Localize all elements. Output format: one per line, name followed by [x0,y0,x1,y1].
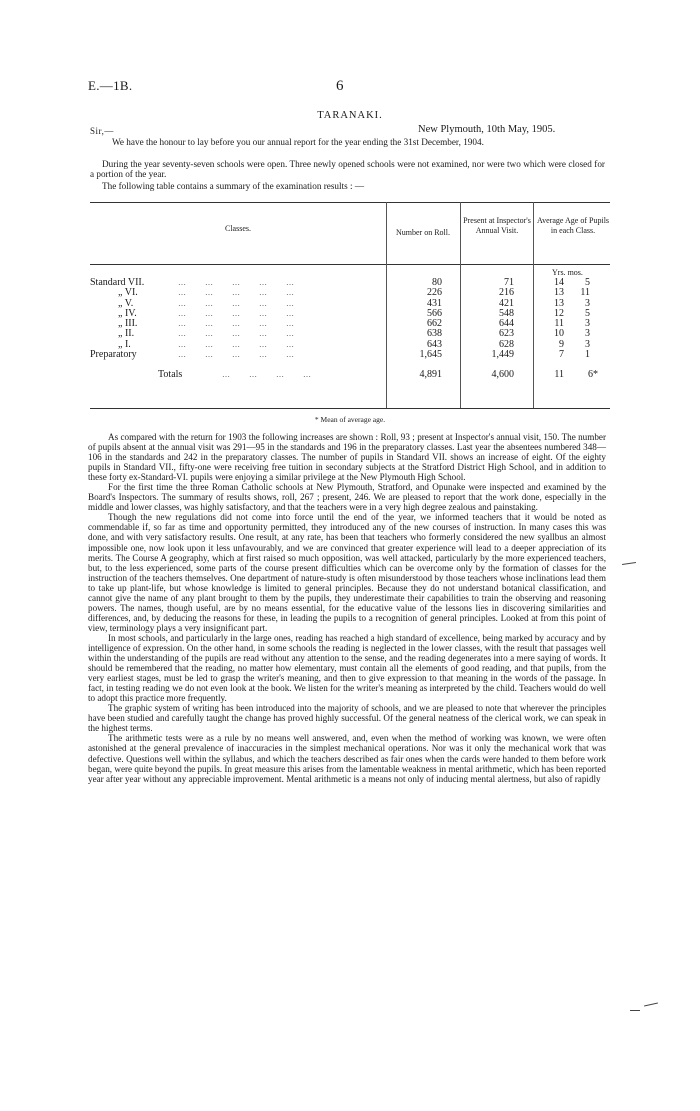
intro-paragraph: We have the honour to lay before you our annual report for the year ending the 31st December, 1904. [112,137,484,147]
table-row-label: „ III. … … … … … [118,318,295,330]
table-footnote: * Mean of average age. [314,415,386,424]
body-paragraph: For the first time the three Roman Catholic schools at New Plymouth, Stratford, and Opunake were inspected and examined by the Board's Inspectors. The summary of results shows, roll, 267 ; present, 246. We are pleased to report that the work done, especially in the middle and lower classes, was highly satisfactory, and that the teachers were in a very high degree zealous and painstaking. [88,482,606,513]
age-column [538,278,602,381]
present-cell: 644 [499,318,514,330]
report-title: TARANAKI. [317,110,383,121]
body-paragraph: Though the new regulations did not come into force until the end of the year, we informed teachers that it would be noted as commendable if, so far as time and opportunity permitted, they introduced any of the new courses of instruction. In many cases this was done, and with very satisfactory results. One result, at any rate, has been that teachers who formerly considered the new syallbus an almost impossible one, now look upon it less unfavourably, and we are convinced that greater experience will lead to a deeper appreciation of its merits. The Course A geography, which at first raised so much opposition, was well attacked, particularly by the more experienced teachers, but, to the less experienced, some parts of the course present difficulties which can be overcome only by the formation of classes for the instruction of the teachers themselves. One department of nature-study is often misunderstood by those teachers whose inclinations lead them to take up plant-life, but whose knowledge is limited to general principles. Because they do not understand botanical classification, and cannot give the name of any plant brought to them by the pupils, they underestimate their capabilities to train the observing and reasoning powers. The names, though useful, are by no means essential, for the educative value of the lessons lies in discovering similarities and differences, and, by deducing the reasons for these, in leading the pupils to a recognition of general principles. Looked at from this point of view, terminology plays a very insignificant part. [88,512,606,633]
roll-cell: 431 [427,297,442,309]
table-row-label: Preparatory … … … … … [90,349,295,361]
roll-cell: 1,645 [419,349,442,361]
header-age: Average Age of Pupils in each Class. [536,216,610,235]
age-cell: 9 3 [559,338,590,350]
salutation: Sir,— [90,126,114,136]
age-cell: 7 1 [559,349,590,361]
roll-column [390,278,442,381]
age-cell: 13 3 [554,297,590,309]
table-row-label: „ VI. … … … … … [118,287,295,299]
roll-cell: 662 [427,318,442,330]
class-labels [90,278,386,381]
column-divider [533,202,534,408]
body-paragraph: As compared with the return for 1903 the following increases are shown : Roll, 93 ; present at Inspector's annual visit, 150. The number of pupils absent at the annual visit was 291—95 in the standards and 196 in the preparatory classes. Last year the absentees numbered 348—106 in the standards and 242 in the preparatory classes. The number of pupils in Standard VII. shows an increase of eight. Of the eighty pupils in Standard VII., fifty-one were receiving free tuition in secondary subjects at the Stratford District High School, and in addition to these forty ex-Standard-VI. pupils were enjoying a similar privilege at the New Plymouth High School. [88,432,606,483]
age-cell: 14 5 [554,277,590,288]
intro-paragraph: The following table contains a summary of the examination results : — [102,181,365,191]
age-cell: 12 5 [554,307,590,319]
table-top-rule [90,202,610,203]
report-body [88,432,606,784]
roll-cell: 566 [427,307,442,319]
body-paragraph: The graphic system of writing has been introduced into the majority of schools, and we are pleased to note that wherever the principles have been studied and carefully taught the change has proved highly successful. Of the general neatness of the clerical work, we can speak in the highest terms. [88,703,606,734]
present-cell: 421 [499,297,514,309]
age-units-label: Yrs. mos. [552,268,583,277]
roll-cell: 643 [427,338,442,350]
table-header-rule [90,264,610,265]
intro-paragraph: During the year seventy-seven schools were open. Three newly opened schools were not examined, nor were two which were closed for a portion of the year. [90,159,605,180]
table-row-label: „ II. … … … … … [118,328,295,340]
present-cell: 216 [499,287,514,299]
age-cell: 11 3 [554,318,590,330]
totals-label: Totals … … … … [158,369,312,381]
header-classes: Classes. [225,224,251,233]
age-total: 11 6* [554,369,598,381]
body-paragraph: In most schools, and particularly in the large ones, reading has reached a high standard of excellence, being marked by accuracy and by intelligence of expression. On the other hand, in some schools the reading is neglected in the lower classes, with the result that passages well within the understanding of the pupils are read without any attention to the sense, and the reading degenerates into a mere saying of words. It should be remembered that the reading, no matter how elementary, must contain all the elements of good reading, and that pupils, from the very earliest stages, must be led to grasp the writer's meaning, and then to give expression to that meaning in the words of the passage. In fact, in testing reading we do not even look at the book. We listen for the writer's meaning as interpreted by the child. Teachers would do well to adopt this practice more frequently. [88,632,606,704]
roll-cell: 638 [427,328,442,340]
column-divider [460,202,461,408]
present-cell: 623 [499,328,514,340]
roll-cell: 226 [427,287,442,299]
present-cell: 628 [499,338,514,350]
roll-total: 4,891 [419,369,442,381]
margin-mark [630,1010,640,1011]
document-code: E.—1B. [88,78,133,93]
header-roll: Number on Roll. [396,228,450,237]
page-number: 6 [336,78,344,94]
present-cell: 71 [504,277,514,288]
age-cell: 13 11 [554,287,590,299]
roll-cell: 80 [432,277,442,288]
header-present: Present at Inspector's Annual Visit. [463,216,531,235]
dateline: New Plymouth, 10th May, 1905. [418,124,556,135]
results-table [90,202,610,410]
age-cell: 10 3 [554,328,590,340]
table-bottom-rule [90,408,610,409]
present-cell: 548 [499,307,514,319]
present-total: 4,600 [491,369,514,381]
table-row-label: Standard VII. … … … … … [90,277,295,288]
margin-mark [644,1003,658,1007]
table-row-label: „ V. … … … … … [118,297,295,309]
body-paragraph: The arithmetic tests were as a rule by no means well answered, and, even when the method of working was known, we were often astonished at the general prevalence of inaccuracies in the simplest mechanical operations. Nor was it only the mechanical work that was defective. Questions well within the syllabus, and which the teachers described as fair ones when the cards were handed to them before work began, were quite beyond the pupils. In great measure this arises from the lamentable weakness in mental arithmetic, which has been reported year after year without any appreciable improvement. Mental arithmetic is a means not only of inducing mental alertness, but also of rapidly [88,733,606,784]
margin-mark [622,562,636,565]
table-row-label: „ IV. … … … … … [118,307,295,319]
table-row-label: „ I. … … … … … [118,338,295,350]
present-column [464,278,514,381]
present-cell: 1,449 [491,349,514,361]
